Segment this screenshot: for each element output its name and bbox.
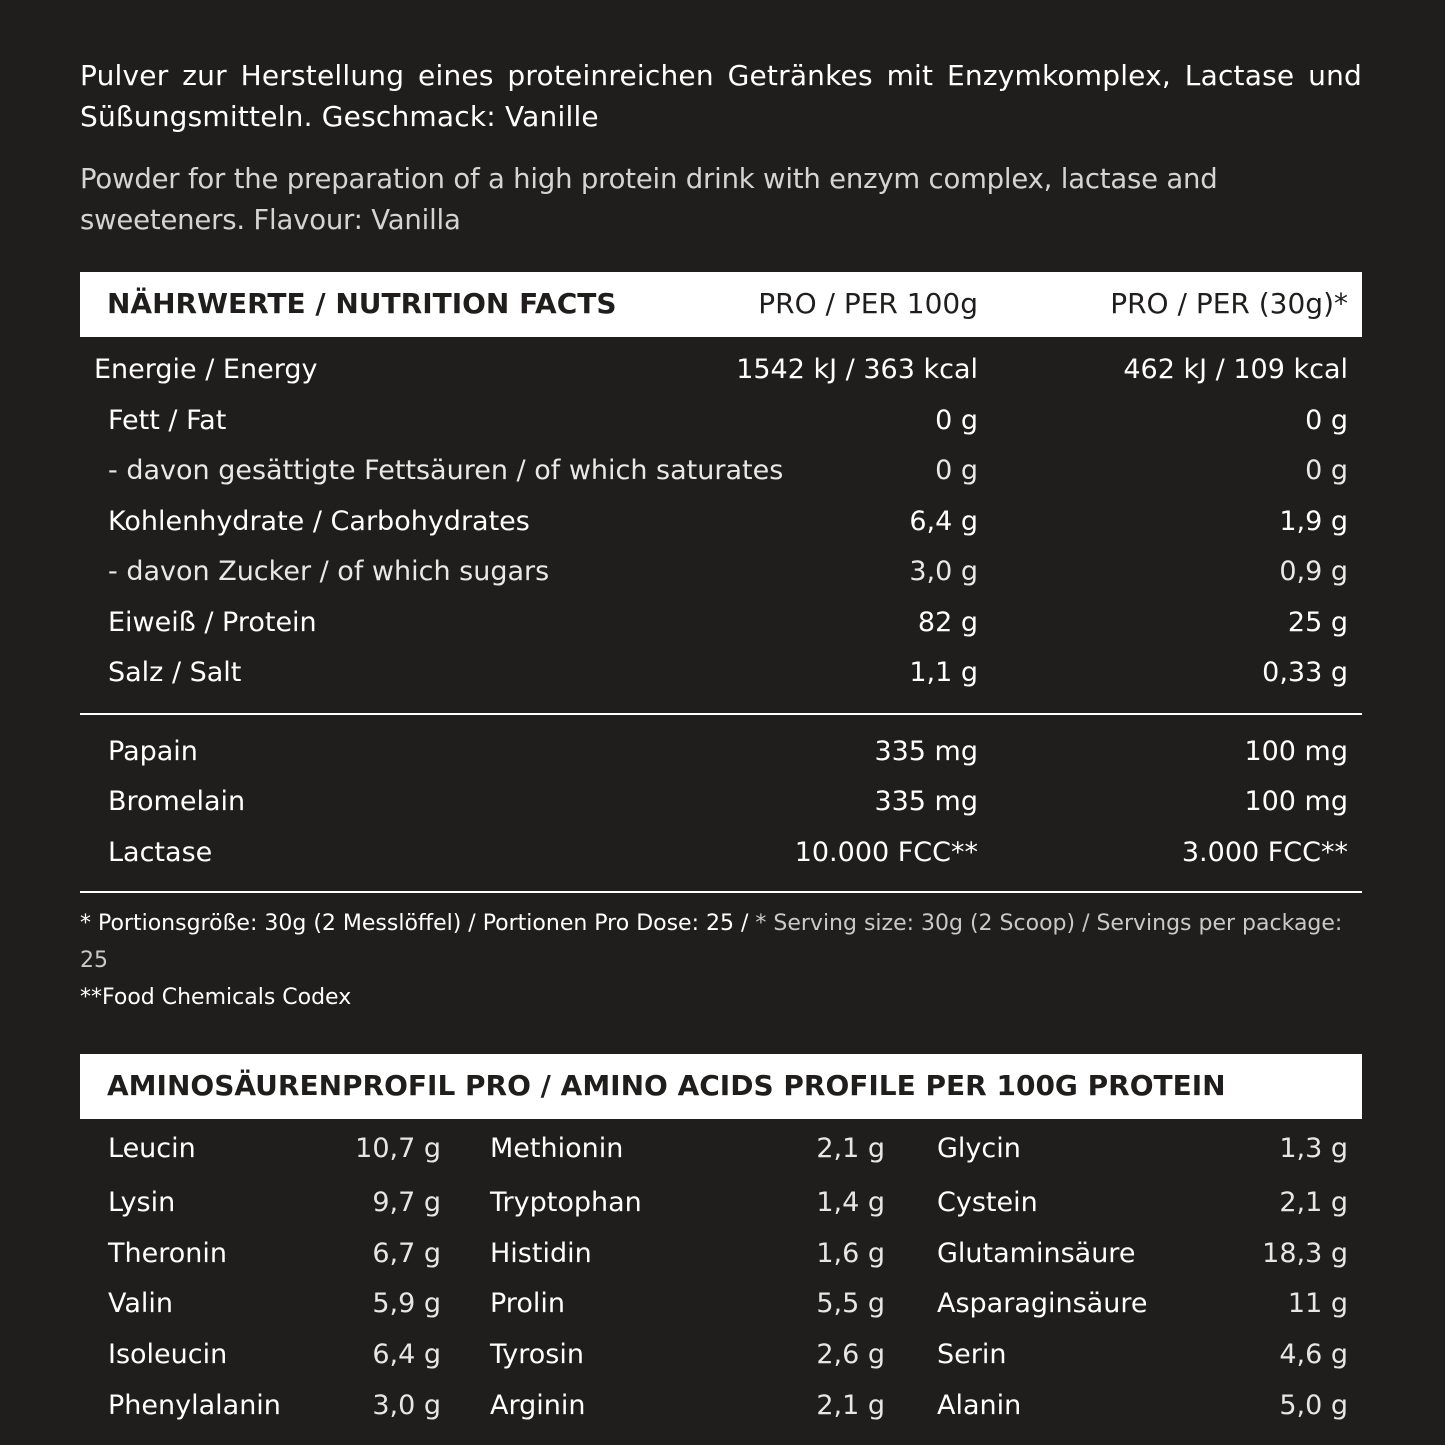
enzyme-table xyxy=(80,715,1362,880)
amino-name: Isoleucin xyxy=(108,1339,228,1370)
amino-table xyxy=(80,1119,1362,1429)
row-value-per-serving: 462 kJ / 109 kcal xyxy=(1123,354,1348,385)
amino-value: 9,7 g xyxy=(372,1187,441,1218)
nutrition-table xyxy=(80,337,1362,700)
row-value-per-serving: 100 mg xyxy=(1244,735,1348,767)
table-row xyxy=(80,346,1362,397)
row-value-per100: 1542 kJ / 363 kcal xyxy=(736,354,978,385)
row-value-per-serving: 0 g xyxy=(1305,455,1348,486)
amino-title: AMINOSÄURENPROFIL PRO / AMINO ACIDS PROFILE PER 100G PROTEIN xyxy=(107,1069,1226,1102)
row-value-per100: 6,4 g xyxy=(909,505,978,537)
amino-name: Leucin xyxy=(108,1133,196,1164)
amino-name: Arginin xyxy=(490,1390,586,1421)
amino-name: Alanin xyxy=(937,1390,1022,1421)
table-row xyxy=(80,1187,1362,1237)
row-value-per100: 1,1 g xyxy=(909,657,978,688)
row-label: Papain xyxy=(108,735,198,767)
amino-name: Tyrosin xyxy=(490,1339,584,1370)
footnotes xyxy=(80,905,1362,1016)
table-row xyxy=(80,829,1362,880)
row-value-per-serving: 0,9 g xyxy=(1279,556,1348,587)
amino-name: Phenylalanin xyxy=(108,1390,281,1421)
row-value-per-serving: 25 g xyxy=(1287,606,1348,638)
row-value-per100: 335 mg xyxy=(874,786,978,817)
row-label: Salz / Salt xyxy=(108,657,242,688)
amino-value: 2,1 g xyxy=(1279,1187,1348,1218)
table-row xyxy=(80,548,1362,599)
nutrition-header xyxy=(80,272,1362,337)
row-value-per100: 10.000 FCC** xyxy=(794,836,978,868)
amino-name: Lysin xyxy=(108,1187,176,1218)
divider xyxy=(80,891,1362,893)
row-value-per-serving: 0,33 g xyxy=(1262,657,1348,688)
serving-footnote-german: * Portionsgröße: 30g (2 Messlöffel) / Portionen Pro Dose: 25 / xyxy=(80,911,749,936)
table-row xyxy=(80,1339,1362,1389)
row-value-per100: 0 g xyxy=(935,404,978,436)
row-label: - davon Zucker / of which sugars xyxy=(108,556,550,587)
amino-name: Valin xyxy=(108,1288,174,1319)
amino-name: Prolin xyxy=(490,1288,565,1319)
table-row xyxy=(80,1238,1362,1288)
amino-value: 5,0 g xyxy=(1279,1390,1348,1421)
table-row xyxy=(80,649,1362,700)
row-label: Kohlenhydrate / Carbohydrates xyxy=(108,505,530,537)
amino-value: 1,4 g xyxy=(816,1187,885,1218)
amino-name: Histidin xyxy=(490,1238,592,1269)
table-row xyxy=(80,498,1362,549)
table-row xyxy=(80,1390,1362,1440)
nutrition-title: NÄHRWERTE / NUTRITION FACTS xyxy=(107,287,617,320)
amino-value: 5,9 g xyxy=(372,1288,441,1319)
amino-value: 3,0 g xyxy=(372,1390,441,1421)
table-row xyxy=(80,728,1362,779)
row-value-per-serving: 3.000 FCC** xyxy=(1181,836,1348,868)
row-value-per100: 0 g xyxy=(935,455,978,486)
amino-name: Theronin xyxy=(108,1238,227,1269)
amino-value: 1,6 g xyxy=(816,1238,885,1269)
per-serving-header: PRO / PER (30g)* xyxy=(1110,287,1348,320)
row-value-per-serving: 100 mg xyxy=(1244,786,1348,817)
table-row xyxy=(80,778,1362,829)
row-value-per100: 3,0 g xyxy=(909,556,978,587)
amino-name: Tryptophan xyxy=(490,1187,642,1218)
row-value-per100: 335 mg xyxy=(874,735,978,767)
amino-value: 6,7 g xyxy=(372,1238,441,1269)
label-panel xyxy=(80,55,1362,1429)
row-label: Fett / Fat xyxy=(108,404,227,436)
amino-name: Glutaminsäure xyxy=(937,1238,1136,1269)
amino-value: 11 g xyxy=(1287,1288,1348,1319)
table-row xyxy=(80,1288,1362,1338)
serving-footnote xyxy=(80,905,1362,979)
amino-header xyxy=(80,1054,1362,1119)
amino-value: 5,5 g xyxy=(816,1288,885,1319)
row-label: Bromelain xyxy=(108,786,246,817)
amino-name: Glycin xyxy=(937,1133,1021,1164)
amino-name: Serin xyxy=(937,1339,1007,1370)
serving-footnote-english: * Serving size: 30g (2 Scoop) / Servings per package: 25 xyxy=(80,911,1343,973)
description-english: Powder for the preparation of a high protein drink with enzym complex, lactase and sweeteners. Flavour: Vanilla xyxy=(80,163,1218,236)
amino-value: 10,7 g xyxy=(355,1133,441,1164)
description-german: Pulver zur Herstellung eines proteinreichen Getränkes mit Enzymkomplex, Lactase und Süßungsmitteln. Geschmack: Vanille xyxy=(80,59,1362,133)
amino-name: Asparaginsäure xyxy=(937,1288,1148,1319)
table-row xyxy=(80,599,1362,650)
table-row xyxy=(80,1133,1362,1183)
row-value-per-serving: 0 g xyxy=(1305,404,1348,436)
amino-value: 4,6 g xyxy=(1279,1339,1348,1370)
row-value-per-serving: 1,9 g xyxy=(1279,505,1348,537)
amino-value: 1,3 g xyxy=(1279,1133,1348,1164)
row-label: Lactase xyxy=(108,836,213,868)
row-label: - davon gesättigte Fettsäuren / of which saturates xyxy=(108,455,784,486)
fcc-footnote: **Food Chemicals Codex xyxy=(80,985,352,1010)
amino-value: 2,1 g xyxy=(816,1133,885,1164)
amino-value: 18,3 g xyxy=(1262,1238,1348,1269)
row-label: Eiweiß / Protein xyxy=(108,606,317,638)
amino-value: 2,1 g xyxy=(816,1390,885,1421)
row-label: Energie / Energy xyxy=(94,354,318,385)
amino-name: Methionin xyxy=(490,1133,624,1164)
row-value-per100: 82 g xyxy=(917,606,978,638)
per100-header: PRO / PER 100g xyxy=(758,287,978,320)
amino-value: 2,6 g xyxy=(816,1339,885,1370)
amino-name: Cystein xyxy=(937,1187,1038,1218)
amino-value: 6,4 g xyxy=(372,1339,441,1370)
table-row xyxy=(80,397,1362,448)
table-row xyxy=(80,447,1362,498)
